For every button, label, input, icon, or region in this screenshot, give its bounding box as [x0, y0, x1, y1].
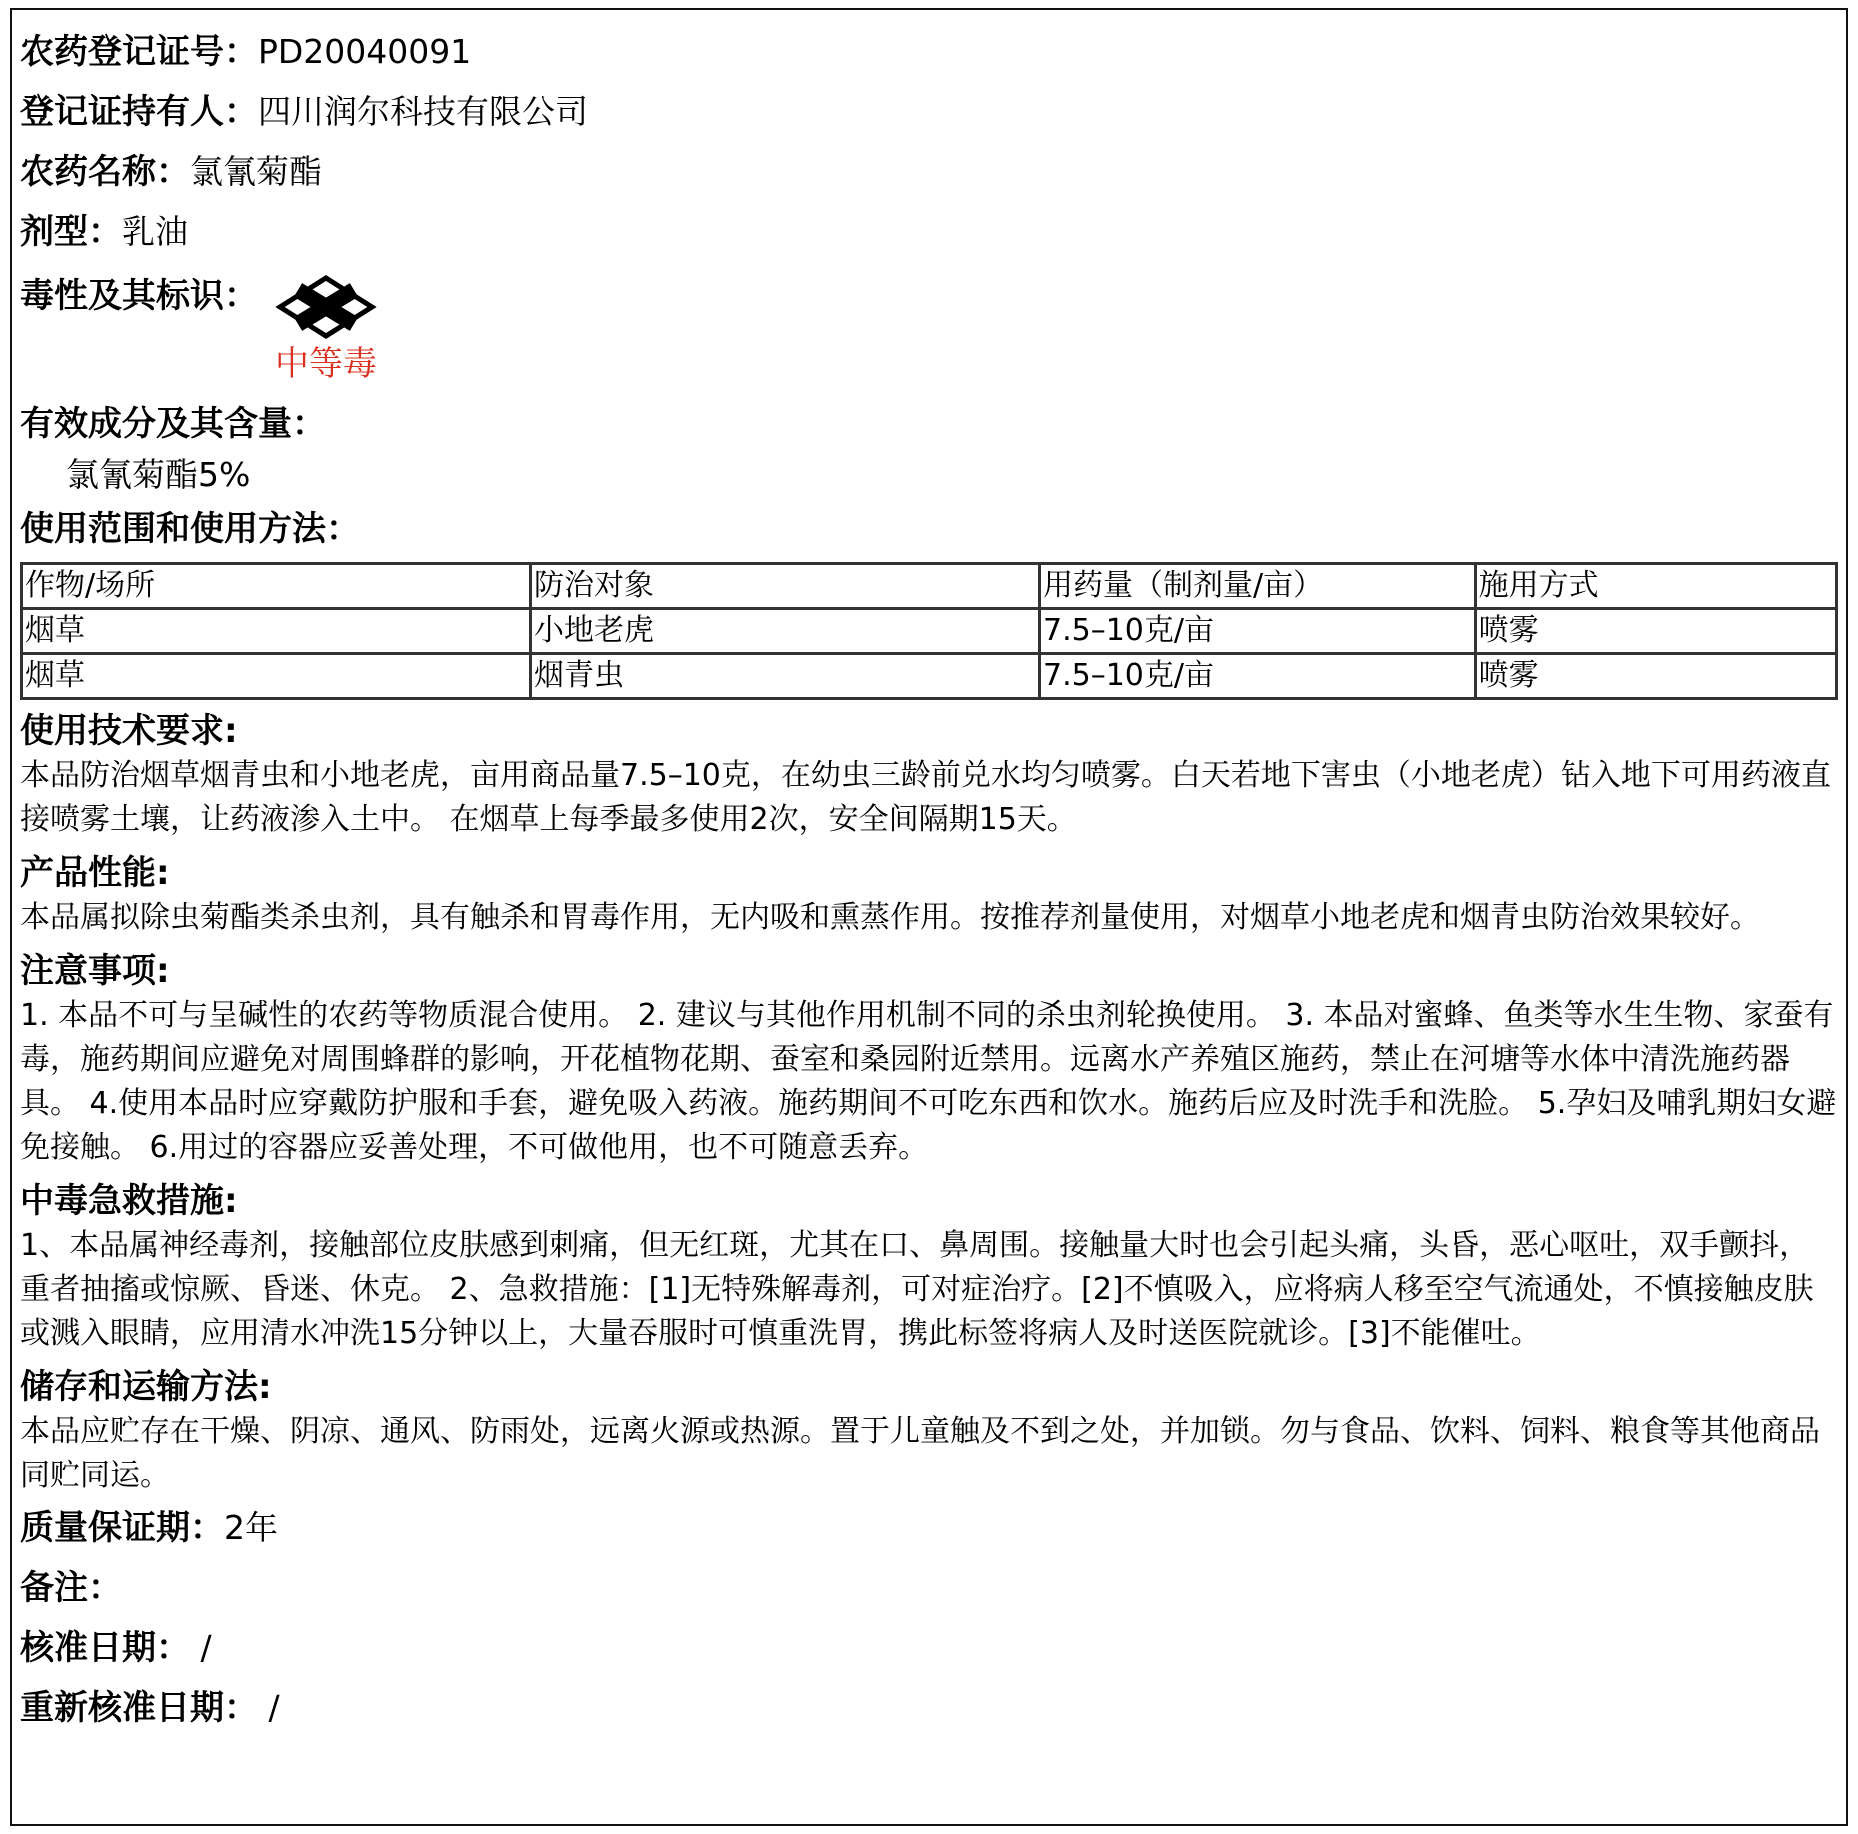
toxicity-level: 中等毒: [275, 344, 377, 384]
firstaid-text: 1、本品属神经毒剂，接触部位皮肤感到刺痛，但无红斑，尤其在口、鼻周围。接触量大时也会引起头痛，头昏，恶心呕吐，双手颤抖，重者抽搐或惊厥、昏迷、休克。 2、急救措施：[1]无特殊解毒剂，可对症治疗。[2]不慎吸入，应将病人移至空气流通处，不慎接触皮肤或溅入眼睛，应用清水冲洗15分钟以上，大量吞服时可慎重洗胃，携此标签将病人及时送医院就诊。[3]不能催吐。: [20, 1228, 1814, 1351]
usage-cell-target: 烟青虫: [531, 654, 1040, 699]
ingredient-value: 氯氰菊酯5%: [66, 455, 251, 494]
reapproval-value: /: [258, 1688, 280, 1727]
usage-title-row: [20, 500, 1838, 558]
table-row: [22, 609, 1837, 654]
warranty-value: 2年: [224, 1508, 278, 1547]
pesticide-name-row: [20, 142, 1838, 202]
holder-value: 四川润尔科技有限公司: [258, 92, 588, 131]
pesticide-name-label: 农药名称：: [20, 152, 190, 192]
registration-label: 农药登记证号：: [20, 32, 258, 72]
formulation-value: 乳油: [122, 212, 188, 251]
holder-label: 登记证持有人：: [20, 92, 258, 132]
usage-cell-crop: 烟草: [22, 654, 531, 699]
technique-text: 本品防治烟草烟青虫和小地老虎，亩用商品量7.5–10克，在幼虫三龄前兑水均匀喷雾。白天若地下害虫（小地老虎）钻入地下可用药液直接喷雾土壤，让药液渗入土中。 在烟草上每季最多使用2次，安全间隔期15天。: [20, 758, 1831, 837]
usage-header-crop: 作物/场所: [22, 564, 531, 609]
performance-text: 本品属拟除虫菊酯类杀虫剂，具有触杀和胃毒作用，无内吸和熏蒸作用。按推荐剂量使用，对烟草小地老虎和烟青虫防治效果较好。: [20, 900, 1760, 935]
usage-cell-dosage: 7.5–10克/亩: [1040, 654, 1476, 699]
precautions-title: 注意事项:: [20, 951, 170, 991]
usage-header-method: 施用方式: [1475, 564, 1836, 609]
toxicity-row: [20, 262, 1838, 398]
warranty-row: [20, 1498, 1838, 1558]
ingredient-row: [20, 398, 1838, 450]
performance-title: 产品性能:: [20, 853, 170, 893]
toxicity-label: 毒性及其标识：: [20, 276, 258, 316]
approval-label: 核准日期：: [20, 1628, 190, 1668]
toxicity-cross-icon: [274, 272, 378, 342]
toxicity-mark: [274, 272, 378, 384]
approval-value: /: [190, 1628, 212, 1667]
usage-cell-target: 小地老虎: [531, 609, 1040, 654]
usage-cell-crop: 烟草: [22, 609, 531, 654]
remarks-row: [20, 1558, 1838, 1618]
reapproval-row: [20, 1678, 1838, 1738]
table-row: [22, 654, 1837, 699]
label-document-frame: [10, 8, 1848, 1826]
usage-cell-dosage: 7.5–10克/亩: [1040, 609, 1476, 654]
usage-header-dosage: 用药量（制剂量/亩）: [1040, 564, 1476, 609]
firstaid-title: 中毒急救措施:: [20, 1181, 238, 1221]
label-content: [20, 22, 1838, 1738]
usage-header-target: 防治对象: [531, 564, 1040, 609]
pesticide-name-value: 氯氰菊酯: [190, 152, 322, 191]
registration-value: PD20040091: [258, 32, 472, 71]
usage-table: [20, 562, 1838, 700]
usage-table-header: [22, 564, 1837, 609]
usage-cell-method: 喷雾: [1475, 654, 1836, 699]
warranty-label: 质量保证期：: [20, 1508, 224, 1548]
usage-cell-method: 喷雾: [1475, 609, 1836, 654]
remarks-label: 备注：: [20, 1568, 122, 1608]
formulation-row: [20, 202, 1838, 262]
approval-row: [20, 1618, 1838, 1678]
storage-title: 储存和运输方法:: [20, 1367, 272, 1407]
technique-title: 使用技术要求:: [20, 711, 238, 751]
storage-text: 本品应贮存在干燥、阴凉、通风、防雨处，远离火源或热源。置于儿童触及不到之处，并加锁。勿与食品、饮料、饲料、粮食等其他商品同贮同运。: [20, 1414, 1820, 1493]
reapproval-label: 重新核准日期：: [20, 1688, 258, 1728]
registration-row: [20, 22, 1838, 82]
precautions-text: 1. 本品不可与呈碱性的农药等物质混合使用。 2. 建议与其他作用机制不同的杀虫剂轮换使用。 3. 本品对蜜蜂、鱼类等水生生物、家蚕有毒，施药期间应避免对周围蜂群的影响，开花植物花期、蚕室和桑园附近禁用。远离水产养殖区施药，禁止在河塘等水体中清洗施药器具。 4.使用本品时应穿戴防护服和手套，避免吸入药液。施药期间不可吃东西和饮水。施药后应及时洗手和洗脸。 5.孕妇及哺乳期妇女避免接触。 6.用过的容器应妥善处理，不可做他用，也不可随意丢弃。: [20, 998, 1837, 1165]
holder-row: [20, 82, 1838, 142]
usage-label: 使用范围和使用方法：: [20, 509, 360, 549]
ingredient-label: 有效成分及其含量：: [20, 404, 326, 444]
formulation-label: 剂型：: [20, 212, 122, 252]
